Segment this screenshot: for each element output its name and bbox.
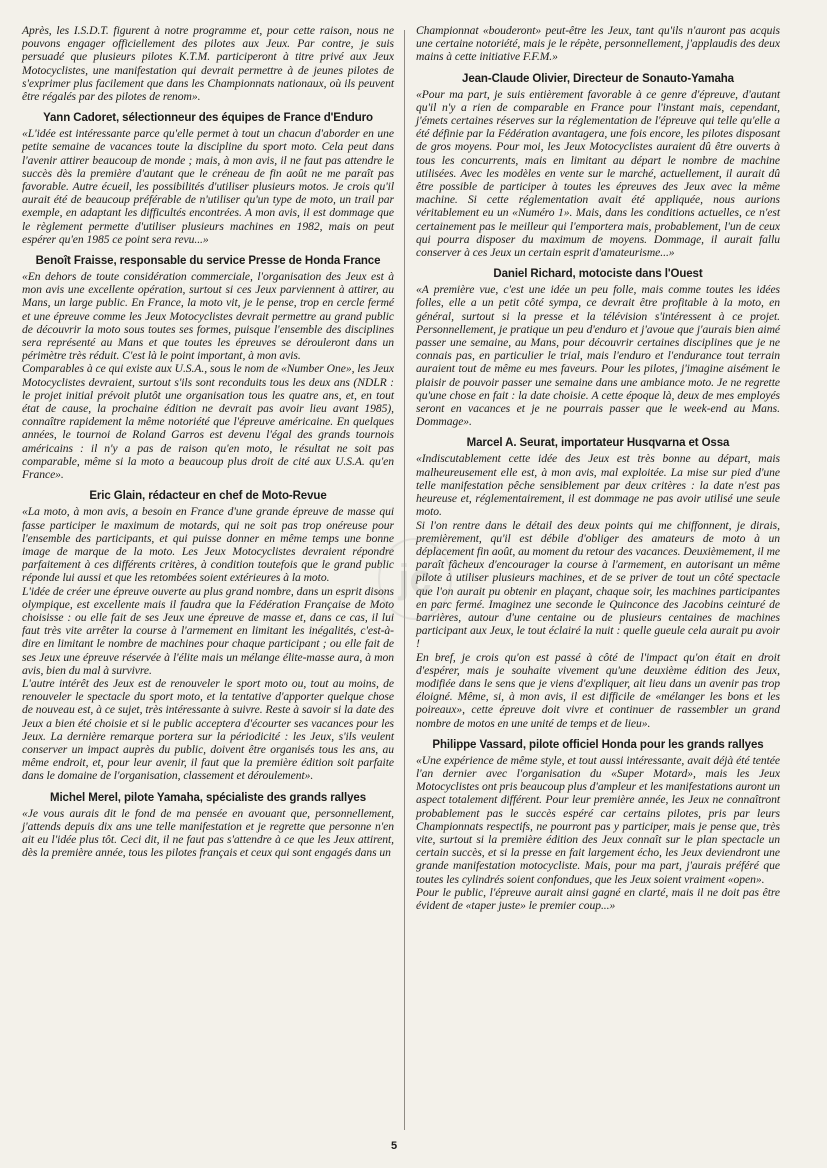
interview-section (416, 738, 780, 912)
interview-section (416, 72, 780, 260)
section-heading: Yann Cadoret, sélectionneur des équipes de France d'Enduro (43, 112, 373, 125)
interview-section (416, 436, 780, 729)
right-column (416, 24, 780, 912)
body-paragraph: En bref, je crois qu'on est passé à côté de l'impact qu'on était en droit d'espérer, mais je souhaite vivement qu'une deuxième édition des Jeux, modifiée dans le sens que je viens d'expliquer, ait lieu dans un avenir pas trop éloigné. Même, si, à mon avis, il est difficile de «mélanger les bons et les poireaux», cette épreuve doit vivre et continuer de rassembler un grand nombre de motos en une unité de temps et de lieu». (416, 650, 780, 730)
body-paragraph: «En dehors de toute considération commerciale, l'organisation des Jeux est à mon avis une excellente opération, surtout si ces Jeux parviennent à attirer, au Mans, un large public. En France, la moto vit, je le pense, trop en cercle fermé et une épreuve comme les Jeux Motocyclistes devrait permettre au grand public de découvrir la moto sous toutes ses formes, puisque l'ensemble des disciplines sera représenté au Mans et que toutes les épreuves se dérouleront dans un périmètre très réduit. C'est là le point important, à mon avis. (22, 270, 394, 363)
watermark-stamp: jc (378, 538, 452, 620)
body-paragraph: Après, les I.S.D.T. figurent à notre programme et, pour cette raison, nous ne pouvons engager officiellement des pilotes aux Jeux. Par contre, je suis persuadé que plusieurs pilotes K.T.M. participeront à titre privé aux Jeux Motocyclistes, une manifestation qui devrait permettre à de jeunes pilotes de s'exprimer plus facilement que dans les Championnats nationaux, où ils peuvent être régalés par des pilotes de renom». (22, 24, 394, 104)
body-paragraph: Pour le public, l'épreuve aurait ainsi gagné en clarté, mais il ne doit pas être évident de «taper juste» le premier coup...» (416, 885, 780, 912)
body-paragraph: L'idée de créer une épreuve ouverte au plus grand nombre, dans un esprit disons olympique, est excellente mais il faudra que la Fédération Française de Moto choisisse : ou elle fait de ses Jeux une épreuve de masse et, dans ce cas, il lui faut très vite arrêter la course à l'armement en limitant les inégalités, c'est-à-dire en limitant le nombre de machines pour chaque participant ; ou elle fait de ses Jeux une épreuve réservée à l'élite mais un mélange élite-masse aura, à mon avis, bien du mal à survivre. (22, 584, 394, 677)
interview-section (416, 24, 780, 64)
body-paragraph: L'autre intérêt des Jeux est de renouveler le sport moto ou, tout au moins, de renouveler le spectacle du sport moto, et la tentative d'apporter quelque chose de nouveau est, à ce sujet, très intéressante à suivre. Reste à savoir si la date des Jeux a bien été choisie et si le public acceptera d'écourter ses vacances pour les Jeux. La dernière remarque portera sur la périodicité : les Jeux, s'ils veulent conserver un impact auprès du public, doivent être organisés tous les ans, au même endroit, et, pour leur avenir, il faut que la première édition soit parfaite dans le domaine de l'organisation, classement et déroulement». (22, 676, 394, 783)
interview-section (22, 791, 394, 860)
body-paragraph: Comparables à ce qui existe aux U.S.A., sous le nom de «Number One», les Jeux Motocyclistes devraient, surtout s'ils sont reconduits tous les deux ans (NDLR : le projet initial prévoit plutôt une organisation tous les quatre ans, et, en tout état de cause, la prochaine édition ne devrait pas avoir lieu avant 1985), connaître rapidement la même notoriété que l'épreuve américaine. En quelques années, le tournoi de Roland Garros est devenu l'égal des grands tournois américains : il n'y a pas de raison qu'en moto, le résultat ne soit pas comparable, même si la moto a beaucoup plus droit de cité aux U.S.A. qu'en France». (22, 362, 394, 482)
body-paragraph: «Pour ma part, je suis entièrement favorable à ce genre d'épreuve, d'autant qu'il n'y a rien de comparable en France pour l'instant mais, cependant, j'émets certaines réserves sur la réglementation de l'épreuve qui telle qu'elle a été définie par la Fédération avantagera, une fois encore, les pilotes disposant de gros moyens. Pour moi, les Jeux Motocyclistes auraient dû être ouverts à tous les concurrents, mais en limitant au départ le nombre de machine utilisées. Avec les modèles en vente sur le marché, actuellement, il aurait dû être possible de participer à toutes les épreuves des Jeux avec la même machine. Si cette réglementation avait été appliquée, nous aurions véritablement eu un «Numéro 1». Mais, dans les conditions actuelles, ce n'est certainement pas le meilleur qui l'emportera mais, probablement, l'un de ceux qui pourra disposer du maximum de moyens. Dommage, il aurait fallu conserver à ces Jeux un certain esprit d'amateurisme...» (416, 87, 780, 260)
column-divider (404, 30, 405, 1130)
interview-section (416, 267, 780, 428)
body-paragraph: «Je vous aurais dit le fond de ma pensée en avouant que, personnellement, j'attends depuis dix ans une telle manifestation et je regrette que personne n'en ait eu l'idée plus tôt. Ceci dit, il ne faut pas s'attendre à ce que les Jeux attirent, dès la première année, tous les pilotes français et ceux qui sont engagés dans un (22, 806, 394, 860)
section-heading: Michel Merel, pilote Yamaha, spécialiste des grands rallyes (49, 791, 367, 804)
interview-section (22, 489, 394, 782)
body-paragraph: Championnat «bouderont» peut-être les Jeux, tant qu'ils n'auront pas acquis une certaine notoriété, mais je le répète, personnellement, j'applaudis des deux mains à cette initiative F.F.M.» (416, 24, 780, 64)
page-number: 5 (391, 1140, 398, 1152)
interview-section (22, 254, 394, 481)
body-paragraph: «Une expérience de même style, et tout aussi intéressante, avait déjà été tentée l'an dernier avec l'organisation du «Super Motard», mais les Jeux Motocyclistes ont pris beaucoup plus d'ampleur et les manifestations auront un aspect totalement différent. Pour leur première année, les Jeux ne connaîtront probablement pas le succès espéré car certains pilotes, pris par leurs Championnats respectifs, ne pourront pas y participer, mais je pense que, très vite, surtout si la première édition des Jeux connaît sur le plan spectacle un certain succès, et si la presse en fait largement écho, les Jeux deviendront une grande manifestation motocycliste. Mais, pour ma part, j'aurais préféré que toutes les cylindrés soient confondues, que les Jeux soient vraiment «open». (416, 753, 780, 886)
section-heading: Daniel Richard, motociste dans l'Ouest (493, 268, 703, 281)
interview-section (22, 24, 394, 103)
interview-section (22, 111, 394, 246)
section-heading: Eric Glain, rédacteur en chef de Moto-Revue (89, 490, 327, 503)
body-paragraph: Si l'on rentre dans le détail des deux points qui me chiffonnent, je dirais, premièrement, qu'il est débile d'obliger des amateurs de moto à un déplacement fin août, au moment du retour des vacances. Deuxièmement, il me paraît fâcheux d'encourager la course à l'armement, en autorisant un même pilote à utiliser plusieurs machines, et de se priver de tout un côté spectacle que l'on aurait pu obtenir en plaçant, chaque soir, les machines participantes en parc fermé. Imaginez une seconde le Quinconce des Jacobins ceinturé de barrières, autour d'une centaine ou de plusieurs centaines de machines participant aux Jeux, le tout éclairé la nuit : quelle gueule cela aurait pu avoir ! (416, 518, 780, 651)
left-column (22, 24, 394, 859)
section-heading: Marcel A. Seurat, importateur Husqvarna et Ossa (466, 437, 730, 450)
body-paragraph: «Indiscutablement cette idée des Jeux est très bonne au départ, mais malheureusement elle est, à mon avis, mal exploitée. La mise sur pied d'une telle manifestation pêche sensiblement par deux critères : la date n'est pas heureuse et, réglementairement, il est dommage ne pas avoir utilisé une seule moto. (416, 452, 780, 519)
body-paragraph: «La moto, à mon avis, a besoin en France d'une grande épreuve de masse qui fasse participer le maximum de motards, qui ne soit pas trop onéreuse pour l'ensemble des participants, et qui puisse donner en même temps une bonne image de marque de la moto. Les Jeux Motocyclistes devraient répondre parfaitement à ces différents critères, à condition toutefois que le grand public réponde lui aussi et que les retombées soient extérieures à la moto. (22, 505, 394, 585)
section-heading: Benoît Fraisse, responsable du service Presse de Honda France (35, 255, 381, 268)
body-paragraph: «A première vue, c'est une idée un peu folle, mais comme toutes les idées folles, elle a un petit côté sympa, ce devrait être profitable à la moto, en général, surtout si la presse et la télévision s'intéressent à ce projet. Personnellement, je pratique un peu d'enduro et j'avoue que j'aurais bien aimé passer une semaine, au Mans, pour découvrir certaines disciplines que je ne connais pas, en particulier le trial, mais l'enduro et l'endurance tout terrain auraient tout de même eu mes faveurs. Pour les pilotes, j'imagine aisément le plaisir de pouvoir passer une semaine dans une ambiance moto. Je ne regrette qu'une chose en fait : la date choisie. A cette époque là, deux de mes employés seront en vacances et je ne pourrais passer que le week-end au Mans. Dommage». (416, 283, 780, 429)
section-heading: Jean-Claude Olivier, Directeur de Sonauto-Yamaha (462, 72, 734, 85)
section-heading: Philippe Vassard, pilote officiel Honda pour les grands rallyes (432, 738, 764, 751)
body-paragraph: «L'idée est intéressante parce qu'elle permet à tout un chacun d'aborder en une petite semaine de vacances toute la discipline du sport moto. Cela peut dans l'avenir attirer beaucoup de monde ; mais, à mon avis, il ne faut pas attendre le succès dès la première d'autant que le créneau de fin août ne me paraît pas favorable. Autre écueil, les possibilités d'utiliser plusieurs motos. Je crois qu'il aurait été de beaucoup préférable de n'utiliser qu'un type de moto, un trail par exemple, en adaptant les difficultés encontrées. A mon avis, il est dommage que le règlement permette d'utiliser plusieurs machines en 1982, mais on peut espérer qu'en 1985 ce point sera revu...» (22, 127, 394, 246)
